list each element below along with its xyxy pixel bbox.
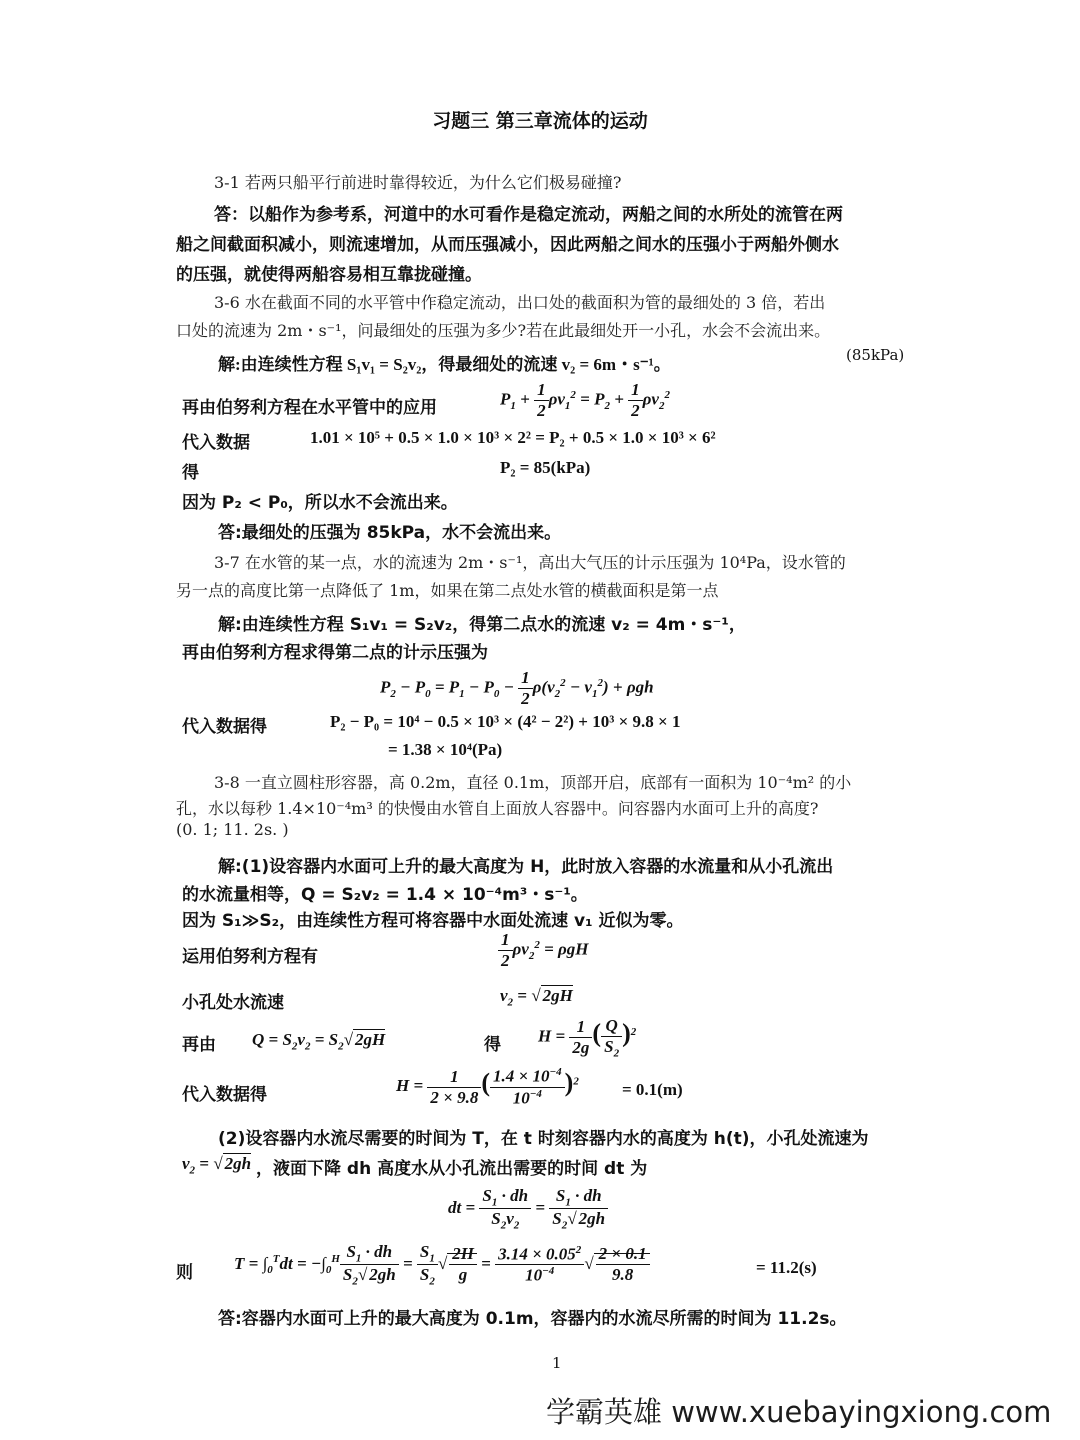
- height-substitution-3-8: H = $\frac{1}{2 \times 9.8}$ ( $\frac{1.4 \times 10^{-4}}{10^{-4}}$ )$^2$: [396, 1066, 579, 1108]
- bernoulli-label-3-8: 运用伯努利方程有: [182, 947, 318, 967]
- question-3-7-line-2: 另一点的高度比第一点降低了 1m，如果在第二点处水管的横截面积是第一点: [176, 581, 719, 600]
- part2-line-1: (2)设容器内水流尽需要的时间为 T，在 t 时刻容器内水的高度为 h(t)，小孔处流速为: [218, 1129, 869, 1149]
- page-title: 习题三 第三章流体的运动: [432, 110, 648, 132]
- speed-label-3-8: 小孔处水流速: [182, 993, 284, 1013]
- result-expression-3-6: P₂ = 85(kPa): [500, 458, 591, 477]
- answer-3-6: 答:最细处的压强为 85kPa，水不会流出来。: [218, 523, 562, 543]
- pressure-equation-3-7: $P_2 - P_0 = P_1 - P_0$ − $\frac{1}{2}$ $\rho(v_2^2 - v_1^2) + \rho gh$: [380, 668, 654, 708]
- solution-3-8-line-2: 的水流量相等，Q = S₂v₂ = 1.4 × 10⁻⁴m³・s⁻¹。: [182, 885, 588, 905]
- again-label-3-8: 再由: [182, 1035, 216, 1055]
- substitute-label-3-8: 代入数据得: [182, 1085, 267, 1105]
- answer-3-1-line-2: 船之间截面积减小，则流速增加，从而压强减小，因此两船之间水的压强小于两船外侧水: [176, 235, 839, 255]
- given-answer-3-6: (85kPa): [846, 346, 905, 364]
- height-formula-3-8: H = $\frac{1}{2g}$ ( $\frac{Q}{S_2}$ )$^2$: [538, 1016, 637, 1060]
- answer-3-8: 答:容器内水面可上升的最大高度为 0.1m，容器内的水流尽所需的时间为 11.2s。: [218, 1309, 847, 1329]
- result-expression-3-7: = 1.38 × 10⁴(Pa): [388, 740, 503, 759]
- solution-3-8-line-3: 因为 S₁≫S₂，由连续性方程可将容器中水面处流速 v₁ 近似为零。: [182, 911, 684, 931]
- question-3-8-line-1: 3-8 一直立圆柱形容器，高 0.2m，直径 0.1m，顶部开启，底部有一面积为 10⁻⁴m² 的小: [214, 773, 852, 792]
- derive-label-3-8: 得: [484, 1035, 501, 1055]
- height-result-3-8: = 0.1(m): [622, 1080, 683, 1099]
- solution-3-6-bernoulli-label: 再由伯努利方程在水平管中的应用: [182, 398, 437, 418]
- bernoulli-equation-3-8: $\frac{1}{2}$ $\rho v_2^2 = \rho gH$: [498, 930, 588, 971]
- because-3-6: 因为 P₂ < P₀，所以水不会流出来。: [182, 493, 458, 513]
- question-3-6-line-2: 口处的流速为 2m・s⁻¹，问最细处的压强为多少?若在此最细处开一小孔，水会不会流出来。: [176, 321, 831, 340]
- substitute-expression-3-7: P₂ − P₀ = 10⁴ − 0.5 × 10³ × (4² − 2²) + 10³ × 9.8 × 1: [330, 712, 681, 731]
- hole-speed-3-8: $v_2$ = √ 2gh: [182, 1154, 252, 1177]
- result-label-3-6: 得: [182, 463, 199, 483]
- speed-equation-3-8: $v_2$ = √ 2gH: [500, 986, 573, 1009]
- flow-equation-3-8: $Q = S_2v_2 = S_2√$ 2gH: [252, 1030, 386, 1053]
- solution-3-6-continuity: 解:由连续性方程 S₁v₁ = S₂v₂，得最细处的流速 v₂ = 6m・s⁻¹。: [218, 355, 671, 374]
- answer-3-1-line-1: 答：以船作为参考系，河道中的水可看作是稳定流动，两船之间的水所处的流管在两: [214, 205, 843, 225]
- then-label-3-8: 则: [176, 1263, 193, 1283]
- substitute-expression-3-6: 1.01 × 10⁵ + 0.5 × 1.0 × 10³ × 2² = P₂ + 0.5 × 1.0 × 10³ × 6²: [310, 428, 716, 447]
- dt-equation-3-8: dt = $\frac{S_1 \cdot dh}{S_2v_2}$ = $\frac{S_1 \cdot dh}{S_2√ 2gh}$: [448, 1186, 608, 1232]
- footer-watermark: 学霸英雄 www.xuebayingxiong.com: [546, 1395, 1052, 1429]
- solution-3-7-continuity: 解:由连续性方程 S₁v₁ = S₂v₂，得第二点水的流速 v₂ = 4m・s⁻¹，: [218, 615, 746, 635]
- question-3-8-line-2: 孔，水以每秒 1.4×10⁻⁴m³ 的快慢由水管自上面放人容器中。问容器内水面可上升的高度?: [176, 799, 819, 818]
- question-3-6-line-1: 3-6 水在截面不同的水平管中作稳定流动，出口处的截面积为管的最细处的 3 倍，若出: [214, 293, 826, 312]
- time-result-3-8: = 11.2(s): [756, 1258, 817, 1277]
- solution-3-8-line-1: 解:(1)设容器内水面可上升的最大高度为 H，此时放入容器的水流量和从小孔流出: [218, 857, 834, 877]
- substitute-label-3-7: 代入数据得: [182, 717, 267, 737]
- answer-3-1-line-3: 的压强，就使得两船容易相互靠拢碰撞。: [176, 265, 482, 285]
- page-number: 1: [552, 1354, 562, 1372]
- substitute-label-3-6: 代入数据: [182, 433, 250, 453]
- bernoulli-equation: $P_1$ + $\frac{1}{2}$ $\rho v_1^2 = P_2$ + $\frac{1}{2}$ $\rho v_2^2$: [500, 380, 670, 420]
- time-integral-3-8: $T = \int_0^Tdt = -\int_0^H$ $\frac{S_1 \cdot dh}{S_2√ 2gh}$ = $\frac{S_1}{S_2}$ √ $\frac{2H}{g}$ = $\frac{3.14 \times 0.05^2}{10^{-4}}$ √ $\frac{2 \times 0.1}{9.8}$: [234, 1242, 650, 1288]
- part2-line-2: ，液面下降 dh 高度水从小孔流出需要的时间 dt 为: [256, 1159, 648, 1179]
- question-3-8-line-3: (0. 1; 11. 2s. ): [176, 820, 289, 839]
- question-3-7-line-1: 3-7 在水管的某一点，水的流速为 2m・s⁻¹，高出大气压的计示压强为 10⁴Pa，设水管的: [214, 553, 846, 572]
- solution-3-7-bernoulli: 再由伯努利方程求得第二点的计示压强为: [182, 643, 488, 663]
- question-3-1: 3-1 若两只船平行前进时靠得较近，为什么它们极易碰撞?: [214, 173, 622, 192]
